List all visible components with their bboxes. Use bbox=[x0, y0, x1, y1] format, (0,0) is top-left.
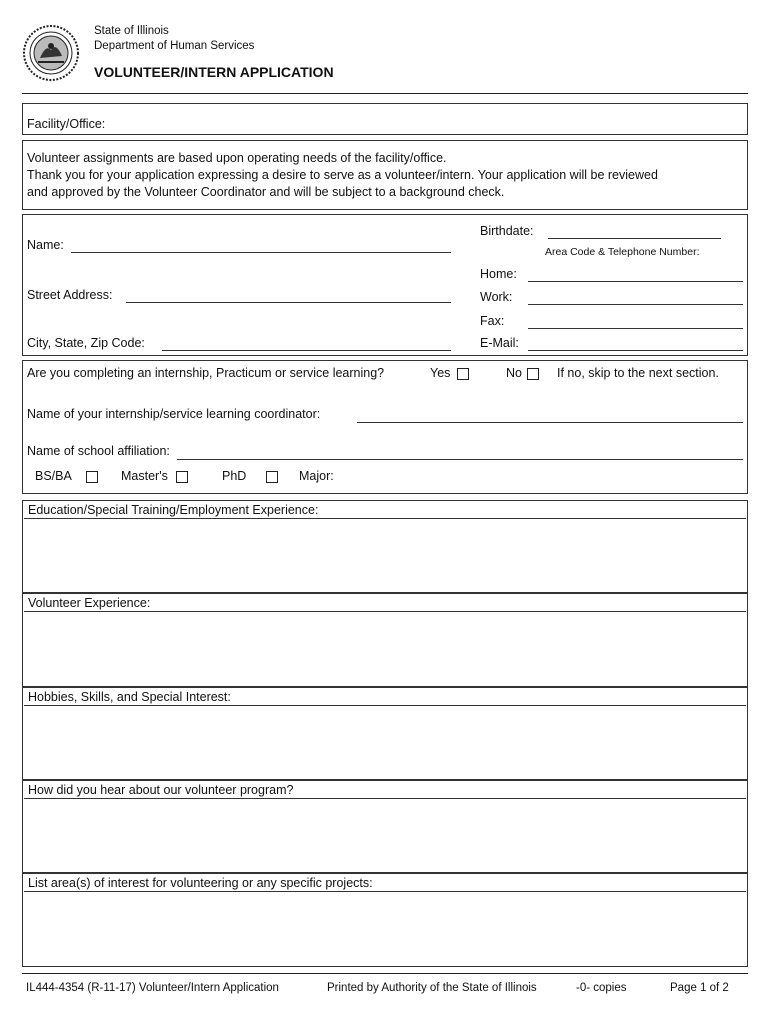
intro-box bbox=[22, 140, 748, 210]
bsba-label: BS/BA bbox=[35, 469, 72, 483]
coordinator-label: Name of your internship/service learning coordinator: bbox=[27, 407, 321, 421]
print-authority: Printed by Authority of the State of Illinois bbox=[327, 982, 537, 994]
work-label: Work: bbox=[480, 290, 513, 304]
department-name: Department of Human Services bbox=[94, 40, 255, 52]
school-input[interactable] bbox=[177, 459, 743, 460]
interests-heading: List area(s) of interest for volunteering or any specific projects: bbox=[24, 874, 746, 892]
phd-checkbox[interactable] bbox=[266, 471, 278, 483]
street-input[interactable] bbox=[126, 302, 451, 303]
birthdate-label: Birthdate: bbox=[480, 224, 534, 238]
contact-box bbox=[22, 214, 748, 356]
email-label: E-Mail: bbox=[480, 336, 519, 350]
home-phone-input[interactable] bbox=[528, 281, 743, 282]
street-label: Street Address: bbox=[27, 288, 113, 302]
state-name: State of Illinois bbox=[94, 25, 169, 37]
agency-header bbox=[94, 24, 254, 54]
skip-note: If no, skip to the next section. bbox=[557, 366, 719, 380]
masters-checkbox[interactable] bbox=[176, 471, 188, 483]
volunteer-section[interactable] bbox=[22, 593, 748, 687]
work-phone-input[interactable] bbox=[528, 304, 743, 305]
intro-line-2: Thank you for your application expressing a desire to serve as a volunteer/intern. Your application will be reviewed bbox=[27, 168, 658, 182]
name-input[interactable] bbox=[71, 252, 451, 253]
education-heading: Education/Special Training/Employment Experience: bbox=[24, 501, 746, 519]
education-section[interactable] bbox=[22, 500, 748, 593]
major-label: Major: bbox=[299, 469, 334, 483]
form-title: VOLUNTEER/INTERN APPLICATION bbox=[94, 64, 334, 80]
volunteer-heading: Volunteer Experience: bbox=[24, 594, 746, 612]
form-id: IL444-4354 (R-11-17) Volunteer/Intern Application bbox=[26, 982, 279, 994]
page-number: Page 1 of 2 bbox=[670, 982, 729, 994]
bsba-checkbox[interactable] bbox=[86, 471, 98, 483]
internship-box bbox=[22, 360, 748, 494]
fax-input[interactable] bbox=[528, 328, 743, 329]
hear-heading: How did you hear about our volunteer program? bbox=[24, 781, 746, 799]
yes-checkbox[interactable] bbox=[457, 368, 469, 380]
hobbies-heading: Hobbies, Skills, and Special Interest: bbox=[24, 688, 746, 706]
intro-line-3: and approved by the Volunteer Coordinator and will be subject to a background check. bbox=[27, 185, 505, 199]
email-input[interactable] bbox=[528, 350, 743, 351]
state-seal-icon bbox=[22, 24, 80, 82]
hobbies-section[interactable] bbox=[22, 687, 748, 780]
intro-line-1: Volunteer assignments are based upon operating needs of the facility/office. bbox=[27, 151, 447, 165]
home-label: Home: bbox=[480, 267, 517, 281]
yes-label: Yes bbox=[430, 366, 451, 380]
phone-header: Area Code & Telephone Number: bbox=[545, 246, 700, 258]
name-label: Name: bbox=[27, 238, 64, 252]
internship-question: Are you completing an internship, Practicum or service learning? bbox=[27, 366, 385, 380]
copies-count: -0- copies bbox=[576, 982, 627, 994]
facility-label: Facility/Office: bbox=[27, 117, 106, 131]
birthdate-input[interactable] bbox=[548, 238, 721, 239]
coordinator-input[interactable] bbox=[357, 422, 743, 423]
footer-rule bbox=[22, 973, 748, 974]
masters-label: Master's bbox=[121, 469, 168, 483]
interests-section[interactable] bbox=[22, 873, 748, 967]
no-label: No bbox=[506, 366, 522, 380]
phd-label: PhD bbox=[222, 469, 247, 483]
no-checkbox[interactable] bbox=[527, 368, 539, 380]
school-label: Name of school affiliation: bbox=[27, 444, 170, 458]
city-input[interactable] bbox=[162, 350, 451, 351]
header-rule bbox=[22, 93, 748, 94]
city-label: City, State, Zip Code: bbox=[27, 336, 145, 350]
facility-field[interactable] bbox=[22, 103, 748, 135]
fax-label: Fax: bbox=[480, 314, 505, 328]
hear-section[interactable] bbox=[22, 780, 748, 873]
